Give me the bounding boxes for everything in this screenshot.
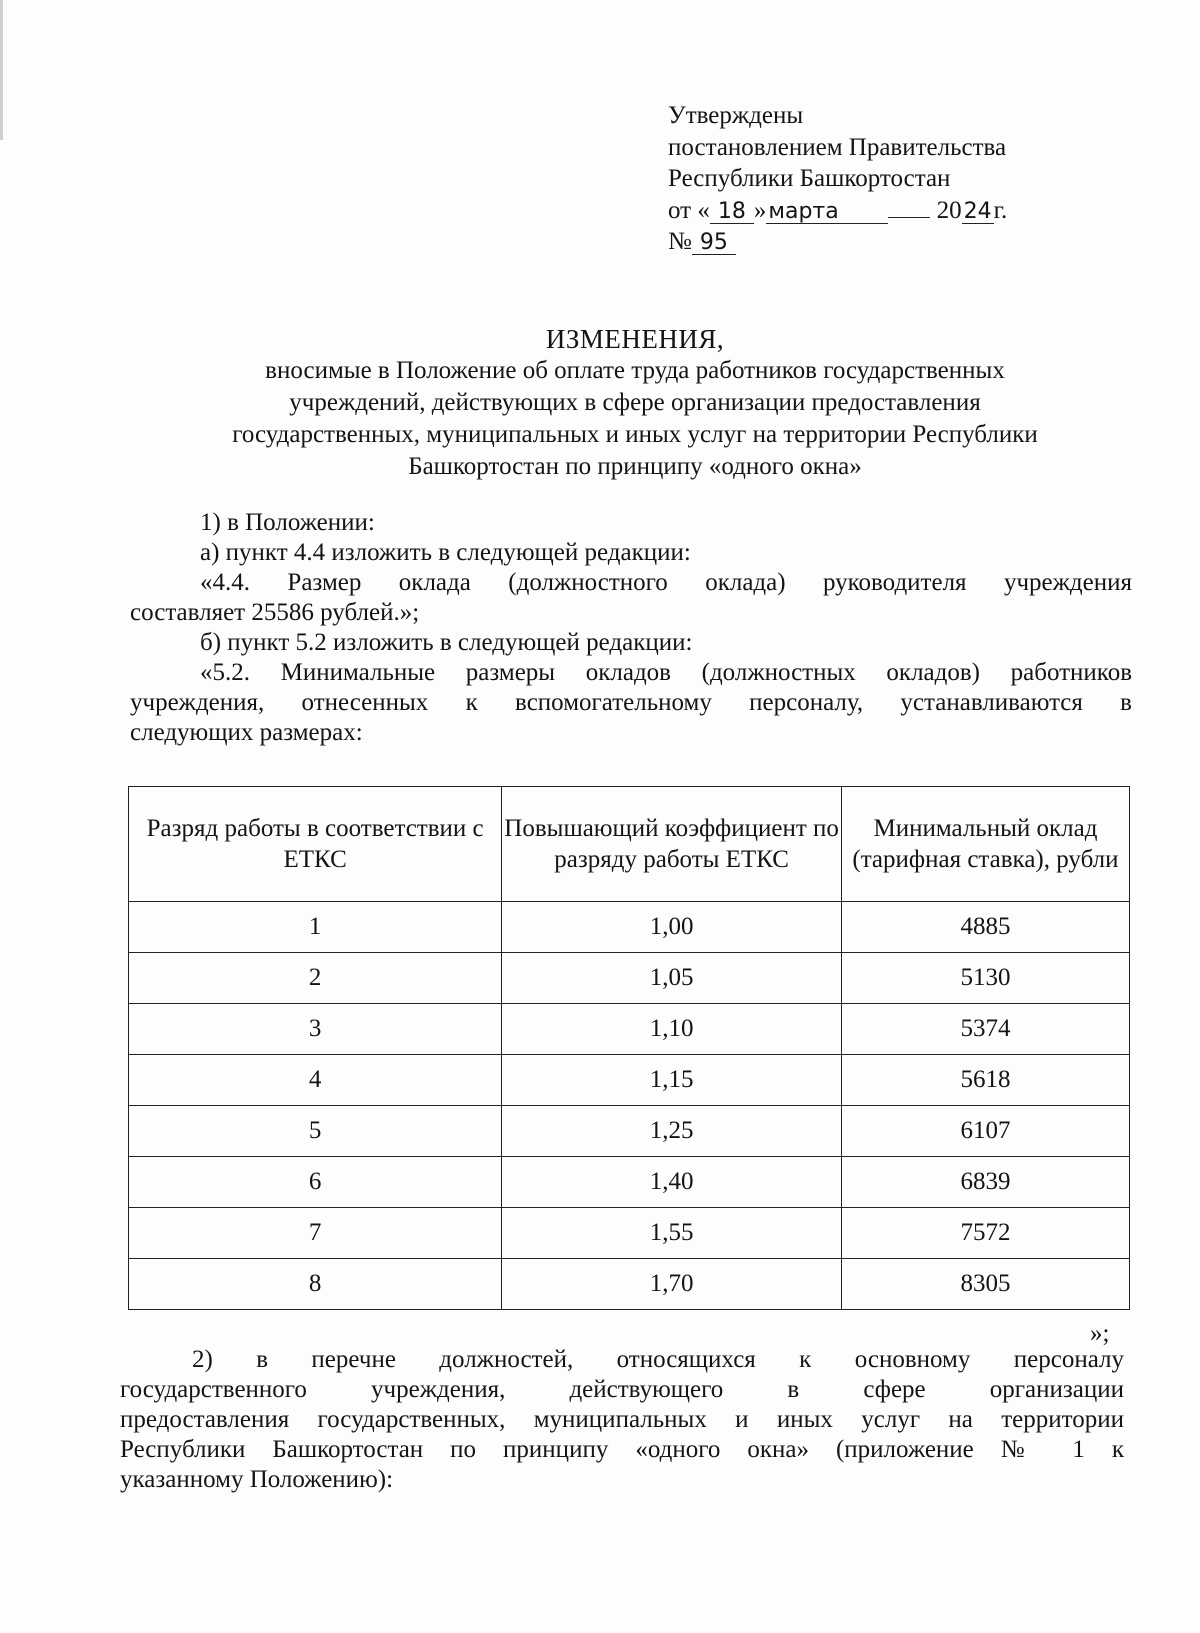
item-2-line-3: предоставления государственных, муниципальных и иных услуг на территории [120, 1406, 1124, 1433]
header-grade: Разряд работы в соответствии с ЕТКС [129, 787, 502, 902]
body-section-1 [130, 508, 1132, 748]
date-mid: » [753, 196, 767, 224]
cell-min-salary: 7572 [841, 1208, 1129, 1259]
cell-grade: 1 [129, 902, 502, 953]
table-row [129, 1106, 1130, 1157]
item-2-line-1: 2) в перечне должностей, относящихся к основному персоналу [192, 1346, 1124, 1373]
item-2-line-5: указанному Положению): [120, 1466, 394, 1493]
item-1b: б) пункт 5.2 изложить в следующей редакции: [200, 629, 693, 656]
scan-edge-mark [0, 0, 3, 140]
cell-grade: 3 [129, 1004, 502, 1055]
cell-min-salary: 8305 [841, 1259, 1129, 1310]
document-title: ИЗМЕНЕНИЯ, [545, 324, 725, 354]
salary-rates-table [128, 786, 1130, 1310]
cell-min-salary: 5130 [841, 953, 1129, 1004]
cell-grade: 8 [129, 1259, 502, 1310]
cell-min-salary: 5374 [841, 1004, 1129, 1055]
table-row [129, 1259, 1130, 1310]
table-row [129, 1157, 1130, 1208]
approval-number-line [668, 226, 1007, 258]
header-coefficient: Повышающий коэффициент по разряду работы ЕТКС [502, 787, 842, 902]
handwritten-day: 18 [710, 201, 754, 224]
cell-grade: 6 [129, 1157, 502, 1208]
year-prefix: 20 [936, 196, 962, 224]
item-1a: а) пункт 4.4 изложить в следующей редакции: [200, 539, 691, 566]
item-2-line-4: Республики Башкортостан по принципу «одного окна» (приложение № 1 к [120, 1436, 1124, 1463]
table-row [129, 1208, 1130, 1259]
cell-min-salary: 4885 [841, 902, 1129, 953]
handwritten-month: марта [766, 201, 888, 224]
table-row [129, 953, 1130, 1004]
cell-min-salary: 6839 [841, 1157, 1129, 1208]
table-header-row [129, 787, 1130, 902]
approval-line-2: постановлением Правительства [668, 133, 1007, 161]
table-row [129, 1055, 1130, 1106]
item-1a-text-line-2: составляет 25586 рублей.»; [130, 599, 420, 626]
cell-coefficient: 1,40 [502, 1157, 842, 1208]
cell-coefficient: 1,10 [502, 1004, 842, 1055]
cell-grade: 2 [129, 953, 502, 1004]
cell-coefficient: 1,55 [502, 1208, 842, 1259]
handwritten-number: 95 [692, 232, 736, 255]
cell-coefficient: 1,15 [502, 1055, 842, 1106]
handwritten-year: 24 [963, 198, 992, 224]
approval-line-3: Республики Башкортостан [668, 165, 951, 192]
date-prefix: от « [668, 196, 710, 224]
approval-line-1: Утверждены [668, 102, 804, 129]
cell-coefficient: 1,25 [502, 1106, 842, 1157]
item-1b-text-line-3: следующих размерах: [130, 719, 363, 746]
approval-block [668, 100, 1007, 258]
document-title-block [160, 323, 1110, 483]
item-1b-text-line-2: учреждения, отнесенных к вспомогательному персоналу, устанавливаются в [130, 689, 1132, 716]
cell-grade: 5 [129, 1106, 502, 1157]
date-blank [888, 197, 930, 218]
body-section-2 [120, 1345, 1124, 1495]
cell-coefficient: 1,00 [502, 902, 842, 953]
cell-grade: 7 [129, 1208, 502, 1259]
title-sub-line-1: вносимые в Положение об оплате труда работников государственных [265, 357, 1005, 384]
cell-coefficient: 1,70 [502, 1259, 842, 1310]
cell-min-salary: 5618 [841, 1055, 1129, 1106]
cell-min-salary: 6107 [841, 1106, 1129, 1157]
item-1: 1) в Положении: [200, 509, 375, 536]
item-1b-text-line-1: «5.2. Минимальные размеры окладов (должностных окладов) работников [200, 659, 1132, 686]
title-sub-line-4: Башкортостан по принципу «одного окна» [408, 453, 862, 480]
item-2-line-2: государственного учреждения, действующего в сфере организации [120, 1376, 1124, 1403]
cell-grade: 4 [129, 1055, 502, 1106]
table-row [129, 902, 1130, 953]
table-row [129, 1004, 1130, 1055]
number-prefix: № [668, 228, 692, 255]
year-end: г. [993, 196, 1008, 224]
title-sub-line-3: государственных, муниципальных и иных услуг на территории Республики [232, 421, 1038, 448]
cell-coefficient: 1,05 [502, 953, 842, 1004]
table-closing-quote: »; [1090, 1320, 1110, 1347]
header-min-salary: Минимальный оклад (тарифная ставка), рубли [841, 787, 1129, 902]
title-sub-line-2: учреждений, действующих в сфере организации предоставления [289, 389, 981, 416]
approval-date-line [668, 195, 1007, 227]
item-1a-text-line-1: «4.4. Размер оклада (должностного оклада) руководителя учреждения [200, 569, 1132, 596]
